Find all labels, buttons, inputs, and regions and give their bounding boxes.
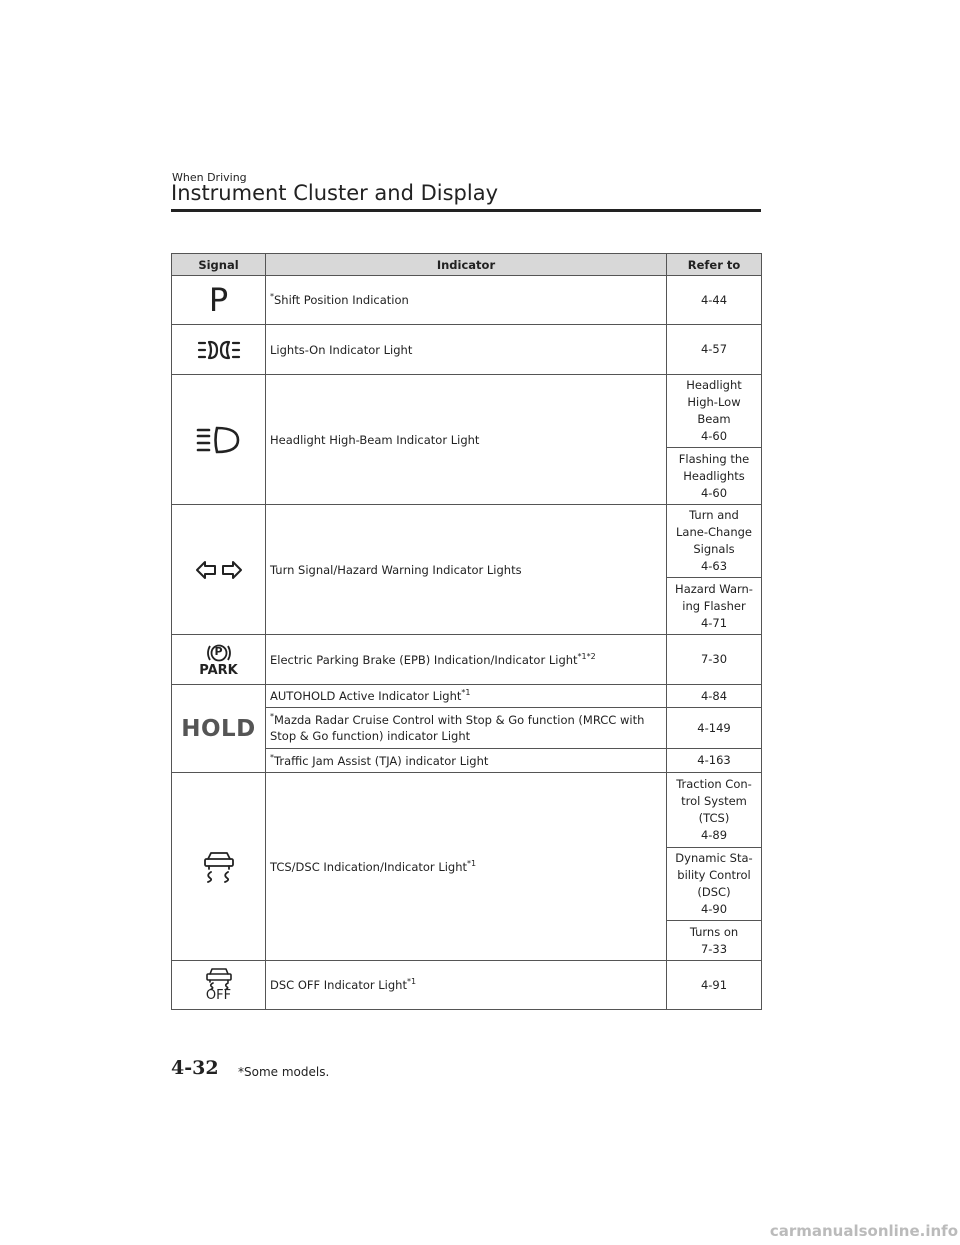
indicator-cell (266, 685, 667, 708)
parking-brake-p-glyph: P (214, 644, 223, 658)
ref-page: 4-89 (700, 828, 728, 842)
ref-page: 4-63 (700, 559, 728, 573)
refer-to-cell (667, 448, 762, 505)
table-row (172, 375, 762, 448)
table-row (172, 505, 762, 578)
ref-line: Beam (697, 412, 731, 426)
refer-to-cell: 4-149 (667, 708, 762, 749)
tcs-dsc-skid-icon (201, 851, 237, 883)
ref-page: 4-90 (700, 902, 728, 916)
ref-page: 4-60 (700, 485, 728, 500)
page-number: 4-32 (171, 1057, 219, 1079)
ref-line: ing Flasher (682, 598, 746, 613)
ref-page: 4-71 (700, 615, 728, 630)
footnote-marker: *1 (406, 977, 417, 987)
refer-to-cell (667, 505, 762, 578)
watermark: carmanualsonline.info (769, 1222, 958, 1240)
footnote: *Some models. (238, 1065, 330, 1079)
indicator-cell: Headlight High-Beam Indicator Light (266, 375, 667, 505)
indicator-label: AUTOHOLD Active Indicator Light (270, 689, 462, 703)
dsc-off-car-icon (204, 968, 234, 990)
ref-line: Headlights (683, 468, 745, 483)
ref-line: Flashing the (678, 451, 750, 466)
refer-to-cell: 4-84 (667, 685, 762, 708)
signal-cell (172, 375, 266, 505)
ref-line: Turns on (689, 924, 739, 939)
indicator-label: Mazda Radar Cruise Control with Stop & Go function (MRCC with Stop & Go function) indicator Light (270, 713, 645, 743)
footnote-marker: * (270, 712, 274, 722)
indicator-cell (266, 749, 667, 773)
indicator-cell (266, 635, 667, 685)
table-row (172, 961, 762, 1010)
indicator-cell: Turn Signal/Hazard Warning Indicator Lights (266, 505, 667, 635)
high-beam-icon (196, 425, 242, 455)
park-label: PARK (199, 662, 238, 678)
refer-to-cell (667, 921, 762, 961)
ref-page: 7-33 (700, 941, 728, 956)
signal-cell (172, 325, 266, 375)
footnote-marker: * (270, 292, 274, 302)
signal-cell (172, 635, 266, 685)
refer-to-cell: 7-30 (667, 635, 762, 685)
indicator-cell (266, 708, 667, 749)
signal-cell (172, 961, 266, 1010)
footnote-marker: *1 (461, 688, 471, 698)
refer-to-cell (667, 773, 762, 848)
indicator-label: TCS/DSC Indication/Indicator Light (270, 859, 468, 874)
indicator-cell: Lights-On Indicator Light (266, 325, 667, 375)
indicator-label: DSC OFF Indicator Light (270, 978, 407, 992)
refer-to-cell: 4-163 (667, 749, 762, 773)
indicator-cell (266, 773, 667, 961)
table-row (172, 685, 762, 708)
ref-line: bility Control (677, 868, 751, 882)
refer-to-cell: 4-57 (667, 325, 762, 375)
dsc-off-icon (201, 968, 237, 1002)
parking-brake-icon (199, 642, 239, 678)
ref-line: trol System (681, 794, 747, 808)
ref-line: High-Low (687, 395, 741, 409)
ref-line: Dynamic Sta- (675, 851, 753, 865)
column-header-refer-to: Refer to (667, 254, 762, 276)
turn-signal-arrows-icon (195, 559, 243, 581)
footnote-marker: *1*2 (577, 651, 596, 661)
ref-line: Hazard Warn- (675, 581, 753, 596)
refer-to-cell (667, 578, 762, 635)
ref-page: 4-60 (700, 429, 728, 443)
signal-cell (172, 773, 266, 961)
ref-line: Signals (693, 542, 735, 556)
dsc-off-label: OFF (205, 988, 232, 1003)
ref-line: Lane-Change (676, 525, 752, 539)
indicator-label: Electric Parking Brake (EPB) Indication/Indicator Light (270, 652, 578, 667)
signal-cell (172, 685, 266, 773)
refer-to-cell: 4-91 (667, 961, 762, 1010)
column-header-signal: Signal (172, 254, 266, 276)
footnote-marker: * (270, 752, 274, 762)
column-header-indicator: Indicator (266, 254, 667, 276)
refer-to-cell: 4-44 (667, 276, 762, 325)
page-title: Instrument Cluster and Display (171, 181, 499, 205)
table-header-row (172, 254, 762, 276)
refer-to-cell (667, 848, 762, 921)
ref-line: Traction Con- (676, 777, 752, 791)
title-divider (171, 209, 761, 212)
autohold-icon: HOLD (181, 715, 256, 742)
ref-line: Turn and (689, 508, 739, 522)
footnote-marker: *1 (467, 858, 477, 868)
ref-line: Headlight (686, 378, 742, 392)
indicator-label: Shift Position Indication (274, 293, 409, 307)
signal-cell (172, 276, 266, 325)
table-row (172, 276, 762, 325)
indicator-cell (266, 961, 667, 1010)
refer-to-cell (667, 375, 762, 448)
shift-position-p-icon: P (208, 281, 229, 319)
table-row (172, 773, 762, 848)
indicator-cell (266, 276, 667, 325)
table-row (172, 325, 762, 375)
ref-line: (DSC) (697, 885, 731, 899)
lights-on-icon (197, 338, 241, 362)
section-label: When Driving (172, 171, 247, 184)
signal-cell (172, 505, 266, 635)
table-row (172, 635, 762, 685)
ref-line: (TCS) (698, 811, 730, 825)
indicator-table (171, 253, 762, 1010)
indicator-label: Traffic Jam Assist (TJA) indicator Light (274, 753, 489, 768)
